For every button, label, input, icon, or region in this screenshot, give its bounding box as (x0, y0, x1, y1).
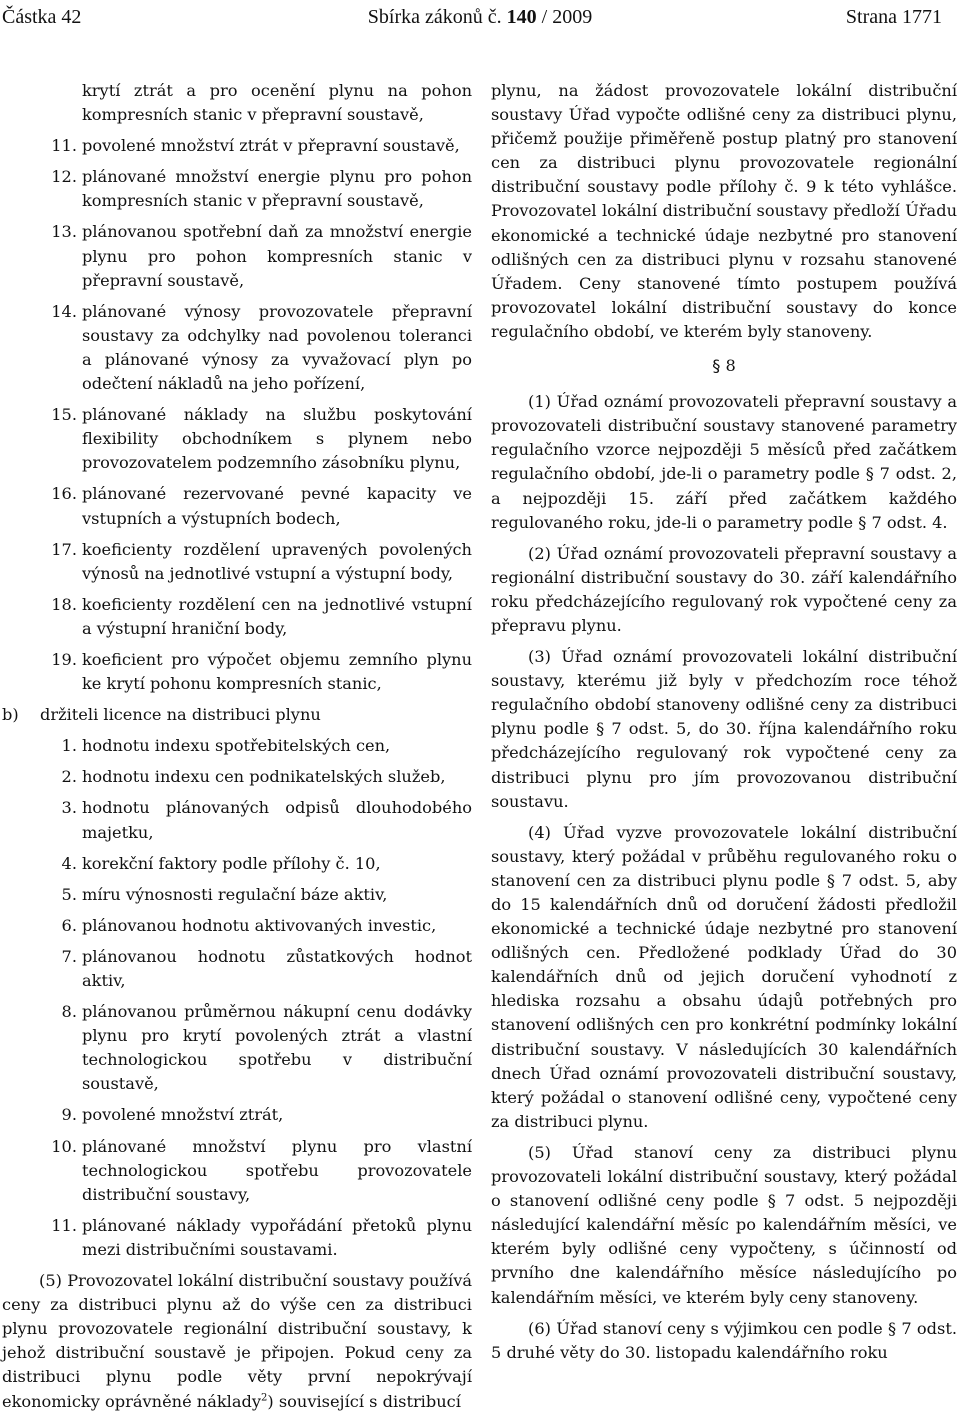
paragraph-text-tail: ) související s distribucí (267, 1391, 461, 1411)
list-item-number: 19. (51, 649, 77, 669)
paragraph-1: (1) Úřad oznámí provozovateli přepravní soustavy a provozovateli distribuční soustavy stanovené parametry regulačního vzorce nejpozději 5 měsíců před začátkem regulačního období, jde-li o parametry podle § 7 odst. 2, a nejpozději 15. září před začátkem každého regulovaného roku, jde-li o parametry podle § 7 odst. 4. (491, 392, 957, 532)
list-item (2, 220, 472, 292)
list-item-number: 9. (61, 1105, 77, 1125)
list-item-number: 5. (61, 884, 77, 904)
list-item (2, 765, 472, 789)
list-item-text: koeficienty rozdělení cen na jednotlivé vstupní a výstupní hraniční body, (82, 594, 472, 638)
list-item-number: 14. (51, 301, 77, 321)
list-item-text: plánované náklady na službu poskytování flexibility obchodníkem s plynem nebo provozovatelem podzemního zásobníku plynu, (82, 405, 472, 473)
list-item-number: 16. (51, 484, 77, 504)
list-item-text: korekční faktory podle přílohy č. 10, (82, 853, 381, 873)
list-item-number: 8. (61, 1002, 77, 1022)
list-item-text: koeficienty rozdělení upravených povolených výnosů na jednotlivé vstupní a výstupní body, (82, 539, 472, 583)
header-issue: Částka 42 (2, 6, 82, 28)
list-item-text: plánované výnosy provozovatele přepravní soustavy za odchylky nad povolenou toleranci a plánované výnosy za vyvažovací plyn po odečtení nákladů na jeho pořízení, (82, 301, 472, 394)
list-item (2, 134, 472, 158)
list-item (2, 1135, 472, 1207)
list-item-text: plánovanou průměrnou nákupní cenu dodávky plynu pro krytí povolených ztrát a vlastní technologickou spotřebu v distribuční soustavě, (82, 1002, 472, 1094)
section-heading (491, 354, 957, 378)
list-item (2, 1103, 472, 1127)
left-column (2, 79, 472, 1414)
list-item (2, 852, 472, 876)
list-item (2, 734, 472, 758)
list-item-text: hodnotu plánovaných odpisů dlouhodobého majetku, (82, 798, 472, 842)
list-item-number: 12. (51, 167, 77, 187)
list-item-number: 2. (61, 767, 77, 787)
list-item-text: hodnotu indexu spotřebitelských cen, (82, 736, 391, 756)
list-item (2, 945, 472, 993)
section-symbol: § (712, 356, 721, 376)
header-collection-suffix: / 2009 (541, 6, 593, 28)
list-item-text: hodnotu indexu cen podnikatelských služeb, (82, 767, 446, 787)
list-item-number: 6. (61, 915, 77, 935)
list-item (2, 914, 472, 938)
list-item-number: 10. (51, 1136, 77, 1156)
footnote-ref: 2 (261, 1392, 268, 1404)
paragraph-5-left (2, 1269, 472, 1414)
header-collection-number: 140 (506, 6, 537, 28)
paragraph-2: (2) Úřad oznámí provozovateli přepravní soustavy a regionální distribuční soustavy do 30. září kalendářního roku předcházejícího regulovaný rok vypočtené ceny za přepravu plynu. (491, 543, 957, 635)
list-item-number: 7. (61, 946, 77, 966)
list-item (2, 593, 472, 641)
list-item (2, 482, 472, 530)
paragraph-text: (5) Provozovatel lokální distribuční soustavy používá ceny za distribuci plynu až do výše cen za distribuci plynu provozovatele regionální distribuční soustavy, k jehož distribuční soustavě je připojen. Pokud ceny za distribuci plynu podle věty první nepokrývají ekonomicky oprávněné náklady (2, 1271, 472, 1411)
list-item-number: 17. (51, 539, 77, 559)
paragraph-5: (5) Úřad stanoví ceny za distribuci plynu provozovateli lokální distribuční soustavy, který požádal o stanovení odlišné ceny podle § 7 odst. 5 nejpozději následující kalendářní měsíc po kalendářním měsíci, ve kterém byly odlišné ceny vypočteny, s účinností od prvního dne kalendářního měsíce následujícího po kalendářním měsíci, ve kterém byly ceny stanoveny. (491, 1142, 957, 1307)
right-column (491, 79, 957, 1365)
list-item-text: plánovanou hodnotu aktivovaných investic, (82, 915, 437, 935)
list-item-number: 13. (51, 222, 77, 242)
list-item-number: 11. (51, 136, 77, 156)
list-item (2, 165, 472, 213)
list-item-text: plánované množství energie plynu pro pohon kompresních stanic v přepravní soustavě, (82, 167, 472, 211)
list-item-text: plánované náklady vypořádání přetoků plynu mezi distribučními soustavami. (82, 1215, 472, 1259)
list-item-b (2, 703, 472, 727)
list-item-text: koeficient pro výpočet objemu zemního plynu ke krytí pohonu kompresních stanic, (82, 649, 472, 694)
list-item-number: b) (2, 705, 19, 725)
list-item (2, 796, 472, 844)
list-item-number: 18. (51, 594, 77, 614)
header-page-number: Strana 1771 (845, 6, 942, 28)
paragraph-continuation: plynu, na žádost provozovatele lokální distribuční soustavy Úřad vypočte odlišné ceny za distribuci plynu, přičemž použije přiměřeně postup platný pro stanovení cen za distribuci plynu provozovatele regionální distribuční soustavy podle přílohy č. 9 k této vyhlášce. Provozovatel lokální distribuční soustavy předloží Úřadu ekonomické a technické údaje nezbytné pro stanovení odlišných cen za distribuci plynu v rozsahu stanovené Úřadem. Ceny stanovené tímto postupem používá provozovatel lokální distribuční soustavy do konce regulačního období, ve kterém byly stanoveny. (491, 81, 957, 341)
list-b (2, 734, 472, 1262)
paragraph-3: (3) Úřad oznámí provozovateli lokální distribuční soustavy, kterému již byly v předchozím roce téhož regulačního období stanoveny odlišné ceny za distribuci plynu podle § 7 odst. 5, do 30. října kalendářního roku předcházejícího regulovaný rok vypočtené ceny za distribuci plynu pro jím provozovanou distribuční soustavu. (491, 647, 957, 811)
list-item-text: plánovanou spotřební daň za množství energie plynu pro pohon kompresních stanic v přepravní soustavě, (82, 222, 472, 290)
header-collection (0, 2, 960, 32)
list-item-text: povolené množství ztrát v přepravní soustavě, (82, 136, 460, 156)
section-number: 8 (725, 356, 736, 376)
list-item-text: míru výnosnosti regulační báze aktiv, (82, 884, 388, 904)
list-item-text: plánovanou hodnotu zůstatkových hodnot aktiv, (82, 946, 472, 990)
list-item (2, 300, 472, 396)
header-collection-prefix: Sbírka zákonů č. (367, 6, 502, 28)
paragraph-4: (4) Úřad vyzve provozovatele lokální distribuční soustavy, který požádal v průběhu regulovaného roku o stanovení cen za distribuci plynu podle § 7 odst. 5, aby do 15 kalendářních dnů od doručení žádosti předložil ekonomické a technické údaje nezbytné pro stanovení odlišných cen. Předložené podklady Úřad do 30 kalendářních dnů od jejich doručení vyhodnotí z hlediska rozsahu a obsahu údajů potřebných pro stanovení odlišných cen pro konkrétní podmínky lokální distribuční soustavy. V následujících 30 kalendářních dnech Úřad oznámí provozovateli distribuční soustavy, který požádal o stanovení odlišné ceny, vypočtené ceny za distribuci plynu. (491, 822, 957, 1131)
list-item (2, 1214, 472, 1262)
list-item-text: plánované množství plynu pro vlastní technologickou spotřebu provozovatele distribuční soustavy, (82, 1136, 472, 1204)
list-item (2, 538, 472, 586)
paragraph-6: (6) Úřad stanoví ceny s výjimkou cen podle § 7 odst. 5 druhé věty do 30. listopadu kalendářního roku (491, 1318, 957, 1362)
list-item-number: 15. (51, 405, 77, 425)
list-item-number: 4. (61, 853, 77, 873)
list-item-number: 11. (51, 1215, 77, 1235)
list-item-continuation: krytí ztrát a pro ocenění plynu na pohon kompresních stanic v přepravní soustavě, (82, 81, 472, 125)
list-item-text: povolené množství ztrát, (82, 1105, 284, 1125)
page-header (0, 2, 960, 32)
list-item (2, 648, 472, 696)
list-a (2, 134, 472, 696)
list-item (2, 403, 472, 475)
list-item-text: držiteli licence na distribuci plynu (40, 705, 321, 725)
list-item-text: plánované rezervované pevné kapacity ve vstupních a výstupních bodech, (82, 484, 472, 528)
list-item-number: 1. (61, 736, 77, 756)
list-item-number: 3. (61, 798, 77, 818)
list-item (2, 883, 472, 907)
list-item (2, 1000, 472, 1096)
